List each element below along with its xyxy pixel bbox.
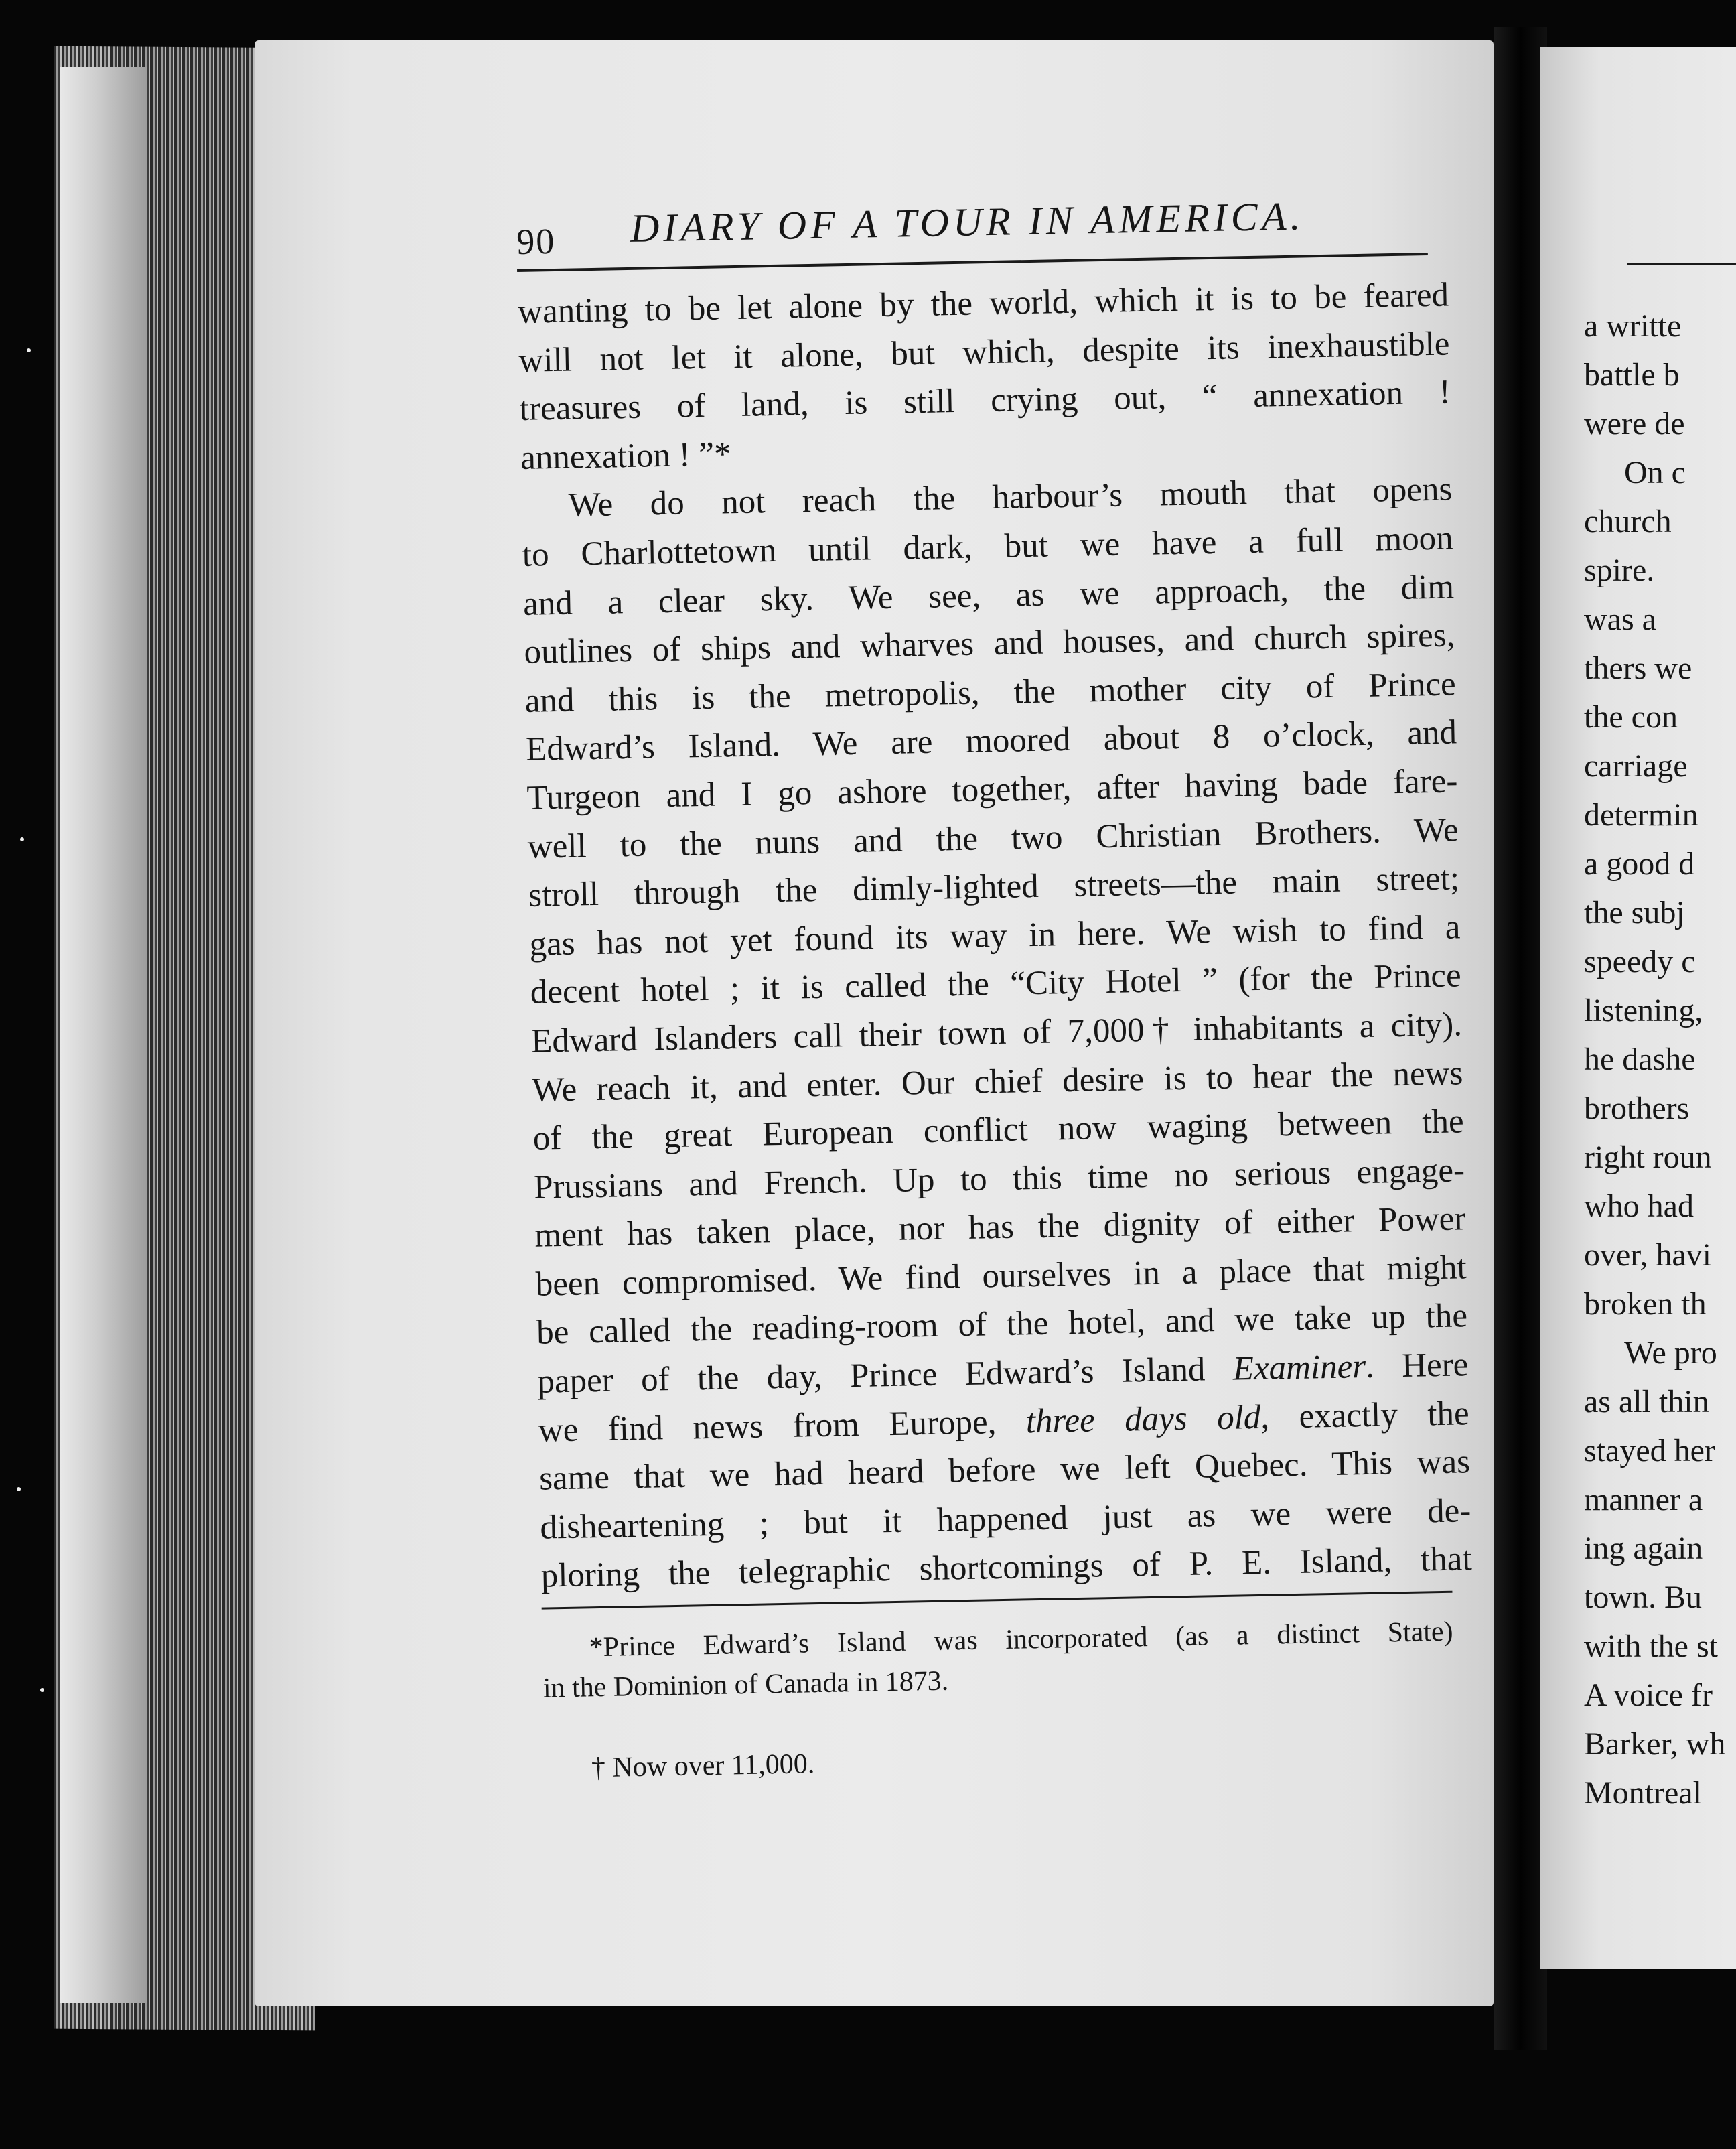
right-text-line: who had [1584, 1188, 1694, 1224]
right-page-header-rule [1628, 263, 1736, 265]
line-segment: we find news from Europe, [538, 1403, 1027, 1450]
text-line: ment has taken place, nor has the dignity of either Power [534, 1200, 1466, 1255]
right-text-line: stayed her [1584, 1433, 1715, 1468]
scan-speck [20, 837, 24, 841]
text-line: of the great European conflict now waging between the [532, 1103, 1465, 1158]
text-line: will not let it alone, but which, despite its inexhaustible [518, 325, 1450, 380]
right-text-line: was a [1584, 602, 1656, 637]
text-line: decent hotel ; it is called the “City Hotel ” (for the Prince [530, 957, 1462, 1012]
line-segment: , exactly the [1260, 1394, 1470, 1436]
right-text-line: battle b [1584, 357, 1680, 393]
right-text-line: he dashe [1584, 1042, 1696, 1077]
scan-speck [27, 348, 31, 352]
text-line: and a clear sky. We see, as we approach, the dim [522, 567, 1455, 623]
footnote-line: in the Dominion of Canada in 1873. [542, 1665, 949, 1704]
footnote-line: † Now over 11,000. [591, 1748, 815, 1784]
text-line: and this is the metropolis, the mother city of Prince [524, 665, 1457, 720]
text-line: Edward’s Island. We are moored about 8 o’clock, and [525, 713, 1457, 769]
book-gutter [1494, 27, 1547, 2050]
body-text [518, 271, 1473, 1601]
right-text-line: thers we [1584, 650, 1692, 686]
right-text-line: Barker, wh [1584, 1726, 1726, 1762]
right-text-line: speedy c [1584, 944, 1696, 979]
right-text-line: with the st [1584, 1628, 1718, 1664]
right-text-line: right roun [1584, 1139, 1712, 1175]
right-text-line: spire. [1584, 553, 1655, 588]
right-text-line: determin [1584, 797, 1698, 833]
right-text-line: as all thin [1584, 1384, 1709, 1419]
newspaper-title: Examiner [1232, 1348, 1366, 1388]
running-head: DIARY OF A TOUR IN AMERICA. [630, 194, 1305, 251]
right-page-content [1584, 301, 1736, 1817]
right-text-line: We pro [1624, 1335, 1717, 1371]
text-line: treasures of land, is still crying out, “ annexation ! [519, 373, 1451, 429]
page-number: 90 [516, 220, 556, 262]
right-text-line: the subj [1584, 895, 1685, 930]
right-text-line: listening, [1584, 993, 1703, 1028]
left-page-content [516, 177, 1482, 1789]
text-line: same that we had heard before we left Quebec. This was [538, 1443, 1471, 1498]
text-line: ploring the telegraphic shortcomings of P. E. Island, that [540, 1540, 1473, 1596]
text-line: wanting to be let alone by the world, which it is to be feared [517, 276, 1449, 331]
text-line: been compromised. We find ourselves in a place that might [535, 1249, 1467, 1304]
footnote-line: *Prince Edward’s Island was incorporated (as a distinct State) [589, 1616, 1453, 1663]
right-text-line: manner a [1584, 1482, 1703, 1517]
header-rule [517, 253, 1428, 272]
right-text-line: On c [1624, 455, 1686, 490]
right-text-line: brothers [1584, 1091, 1690, 1126]
text-line: gas has not yet found its way in here. We wish to find a [529, 908, 1461, 963]
line-segment: paper of the day, Prince Edward’s Island [536, 1350, 1234, 1401]
right-text-line: were de [1584, 406, 1685, 441]
text-line: We reach it, and enter. Our chief desire is to hear the news [531, 1054, 1463, 1109]
right-text-line: A voice fr [1584, 1677, 1713, 1713]
line-segment: . Here [1365, 1346, 1469, 1386]
text-line: be called the reading-room of the hotel, and we take up the [536, 1297, 1468, 1353]
text-line: We do not reach the harbour’s mouth that opens [568, 470, 1453, 525]
right-text-line: the con [1584, 699, 1678, 735]
text-line: Edward Islanders call their town of 7,000† inhabitants a city). [530, 1006, 1463, 1060]
text-line: Prussians and French. Up to this time no serious engage- [533, 1151, 1465, 1206]
right-text-line: ing again [1584, 1531, 1703, 1566]
page-edge-highlight [60, 67, 147, 2003]
scan-speck [40, 1688, 44, 1692]
text-line: stroll through the dimly-lighted streets—the main street; [528, 859, 1460, 914]
text-line: to Charlottetown until dark, but we have a full moon [522, 519, 1454, 574]
right-text-line: broken th [1584, 1286, 1707, 1322]
right-text-line: Montreal [1584, 1775, 1702, 1811]
right-text-line: a writte [1584, 308, 1682, 344]
right-text-line: carriage [1584, 748, 1688, 784]
text-line: Turgeon and I go ashore together, after having bade fare- [526, 762, 1458, 817]
right-text-line: church [1584, 504, 1672, 539]
right-text-line: a good d [1584, 846, 1695, 882]
text-line: outlines of ships and wharves and houses, and church spires, [524, 616, 1455, 672]
emphasis-text: three days old [1025, 1398, 1261, 1440]
page-header [516, 177, 1455, 275]
text-line: annexation ! ”* [520, 435, 732, 477]
text-line: disheartening ; but it happened just as we were de- [539, 1492, 1471, 1547]
scan-speck [17, 1487, 21, 1491]
text-line: well to the nuns and the two Christian Brothers. We [527, 811, 1459, 866]
right-text-line: over, havi [1584, 1237, 1712, 1273]
right-text-line: town. Bu [1584, 1580, 1703, 1615]
footnotes [542, 1612, 1455, 1789]
